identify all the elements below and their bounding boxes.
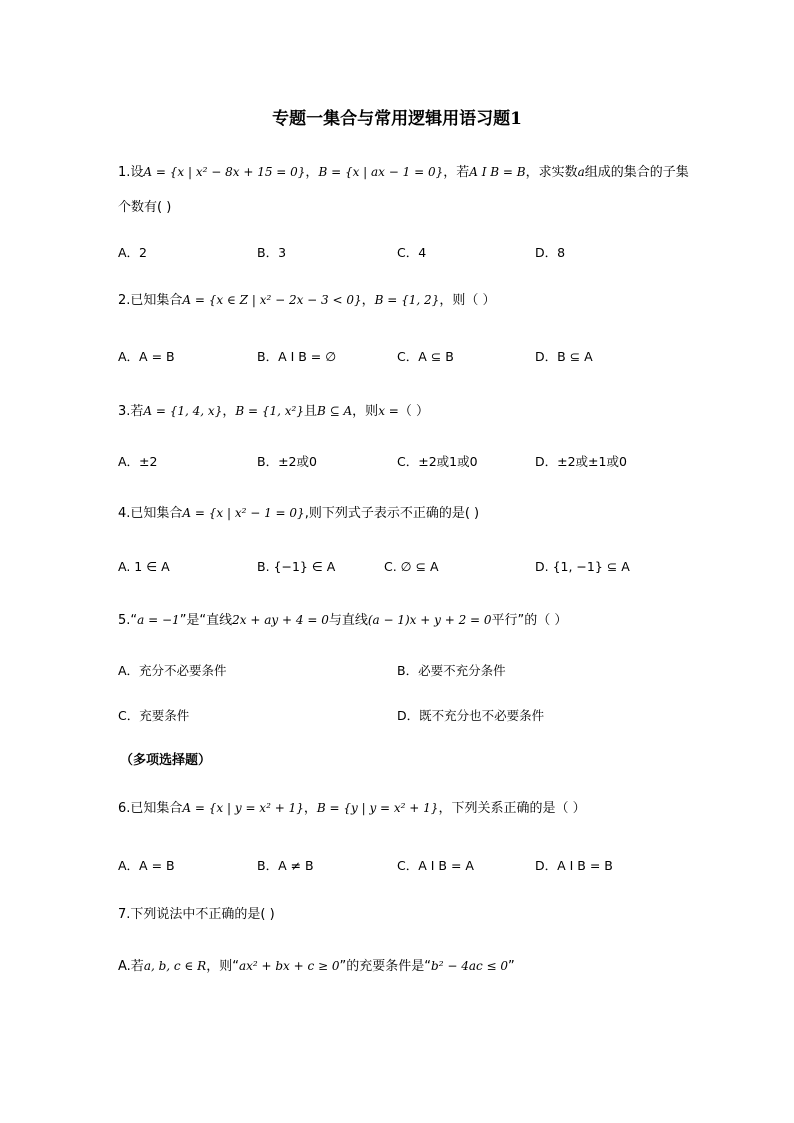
math-expression: B = {1, x²} [235, 404, 304, 418]
question-2-option-a: A．A = B [118, 349, 175, 364]
question-number: 4. [118, 506, 131, 521]
text: ，则“ [206, 959, 239, 974]
math-expression: A = {x | y = x² + 1} [182, 801, 304, 815]
question-4-option-a: A. 1 ∈ A [118, 559, 170, 574]
question-6-stem [118, 798, 586, 819]
text: ， [361, 293, 375, 308]
question-7-option-a [118, 956, 515, 977]
math-expression: b² − 4ac ≤ 0 [431, 959, 509, 973]
question-1-stem-continued: 个数有( ) [118, 200, 172, 215]
question-1-stem [118, 162, 689, 183]
question-5-option-a: A．充分不必要条件 [118, 663, 227, 678]
question-1-option-c: C．4 [397, 245, 427, 260]
question-number: 3. [118, 404, 131, 419]
question-3-option-b: B．±2或0 [257, 454, 317, 469]
question-6-option-c: C．A I B = A [397, 858, 474, 873]
question-4-option-b: B. {−1} ∈ A [257, 559, 336, 574]
text: ，若 [443, 165, 470, 180]
text: ，则 [352, 404, 379, 419]
question-5-option-d: D．既不充分也不必要条件 [397, 708, 545, 723]
question-5-stem [118, 610, 567, 631]
math-expression: B = {x | ax − 1 = 0} [318, 165, 444, 179]
question-3-option-d: D．±2或±1或0 [535, 454, 627, 469]
question-7-stem [118, 905, 275, 925]
text: ，下列关系正确的是（ ） [438, 801, 586, 816]
math-expression: A = {x | x² − 8x + 15 = 0} [143, 165, 306, 179]
question-number: 2. [118, 293, 131, 308]
math-expression: A = {1, 4, x} [143, 404, 223, 418]
text: ，则（ ） [439, 293, 496, 308]
text: A.若 [118, 959, 144, 974]
math-expression: A = {x | x² − 1 = 0} [182, 506, 305, 520]
question-1-option-b: B．3 [257, 245, 287, 260]
text: 已知集合 [130, 506, 183, 521]
question-2-stem [118, 290, 495, 311]
question-number: 6. [118, 801, 131, 816]
page-title: 专题一集合与常用逻辑用语习题1 [272, 109, 522, 129]
math-expression: a = −1 [137, 613, 180, 627]
text: 下列说法中不正确的是( ) [130, 907, 275, 922]
math-expression: A I B = B [469, 165, 526, 179]
text: 与直线 [328, 613, 368, 628]
question-1-option-d: D．8 [535, 245, 566, 260]
math-expression: x = [378, 404, 399, 418]
question-2-option-c: C．A ⊆ B [397, 349, 454, 364]
question-number: 5. [118, 613, 131, 628]
math-expression: a, b, c ∈ R [143, 959, 207, 973]
question-6-option-a: A．A = B [118, 858, 175, 873]
question-3-option-a: A．±2 [118, 454, 158, 469]
question-3-option-c: C．±2或1或0 [397, 454, 478, 469]
text: （ ） [398, 404, 429, 419]
text: “ [130, 613, 138, 628]
question-5-option-b: B．必要不充分条件 [397, 663, 506, 678]
text: ， [222, 404, 236, 419]
math-expression: B ⊆ A [317, 404, 353, 418]
math-expression: B = {y | y = x² + 1} [316, 801, 439, 815]
math-expression: ax² + bx + c ≥ 0 [238, 959, 340, 973]
text: 组成的集合的子集 [584, 165, 689, 180]
question-2-option-d: D．B ⊆ A [535, 349, 593, 364]
text: ,则下列式子表示不正确的是( ) [304, 506, 480, 521]
math-expression: A = {x ∈ Z | x² − 2x − 3 < 0} [182, 293, 362, 307]
math-expression: a [577, 165, 585, 179]
math-expression: 2x + ay + 4 = 0 [232, 613, 329, 627]
question-6-option-d: D．A I B = B [535, 858, 613, 873]
text: 且 [303, 404, 317, 419]
question-5-option-c: C．充要条件 [118, 708, 190, 723]
question-1-option-a: A．2 [118, 245, 148, 260]
text: 设 [130, 165, 144, 180]
section-heading: （多项选择题） [120, 753, 212, 768]
text: ， [305, 165, 319, 180]
question-4-option-d: D. {1, −1} ⊆ A [535, 559, 630, 574]
text: ” [508, 959, 515, 974]
question-number: 1. [118, 165, 131, 180]
text: 已知集合 [130, 293, 183, 308]
text: ”的充要条件是“ [339, 959, 432, 974]
text: 若 [130, 404, 144, 419]
math-expression: (a − 1)x + y + 2 = 0 [367, 613, 492, 627]
text: 已知集合 [130, 801, 183, 816]
text: 平行”的（ ） [491, 613, 568, 628]
math-expression: B = {1, 2} [374, 293, 440, 307]
question-2-option-b: B．A I B = ∅ [257, 349, 337, 364]
question-3-stem [118, 401, 429, 422]
text: ， [303, 801, 317, 816]
question-4-stem [118, 503, 479, 524]
question-6-option-b: B．A ≠ B [257, 858, 314, 873]
text: ，求实数 [525, 165, 578, 180]
question-number: 7. [118, 907, 131, 922]
text: ”是“直线 [179, 613, 233, 628]
question-4-option-c: C. ∅ ⊆ A [384, 559, 439, 574]
